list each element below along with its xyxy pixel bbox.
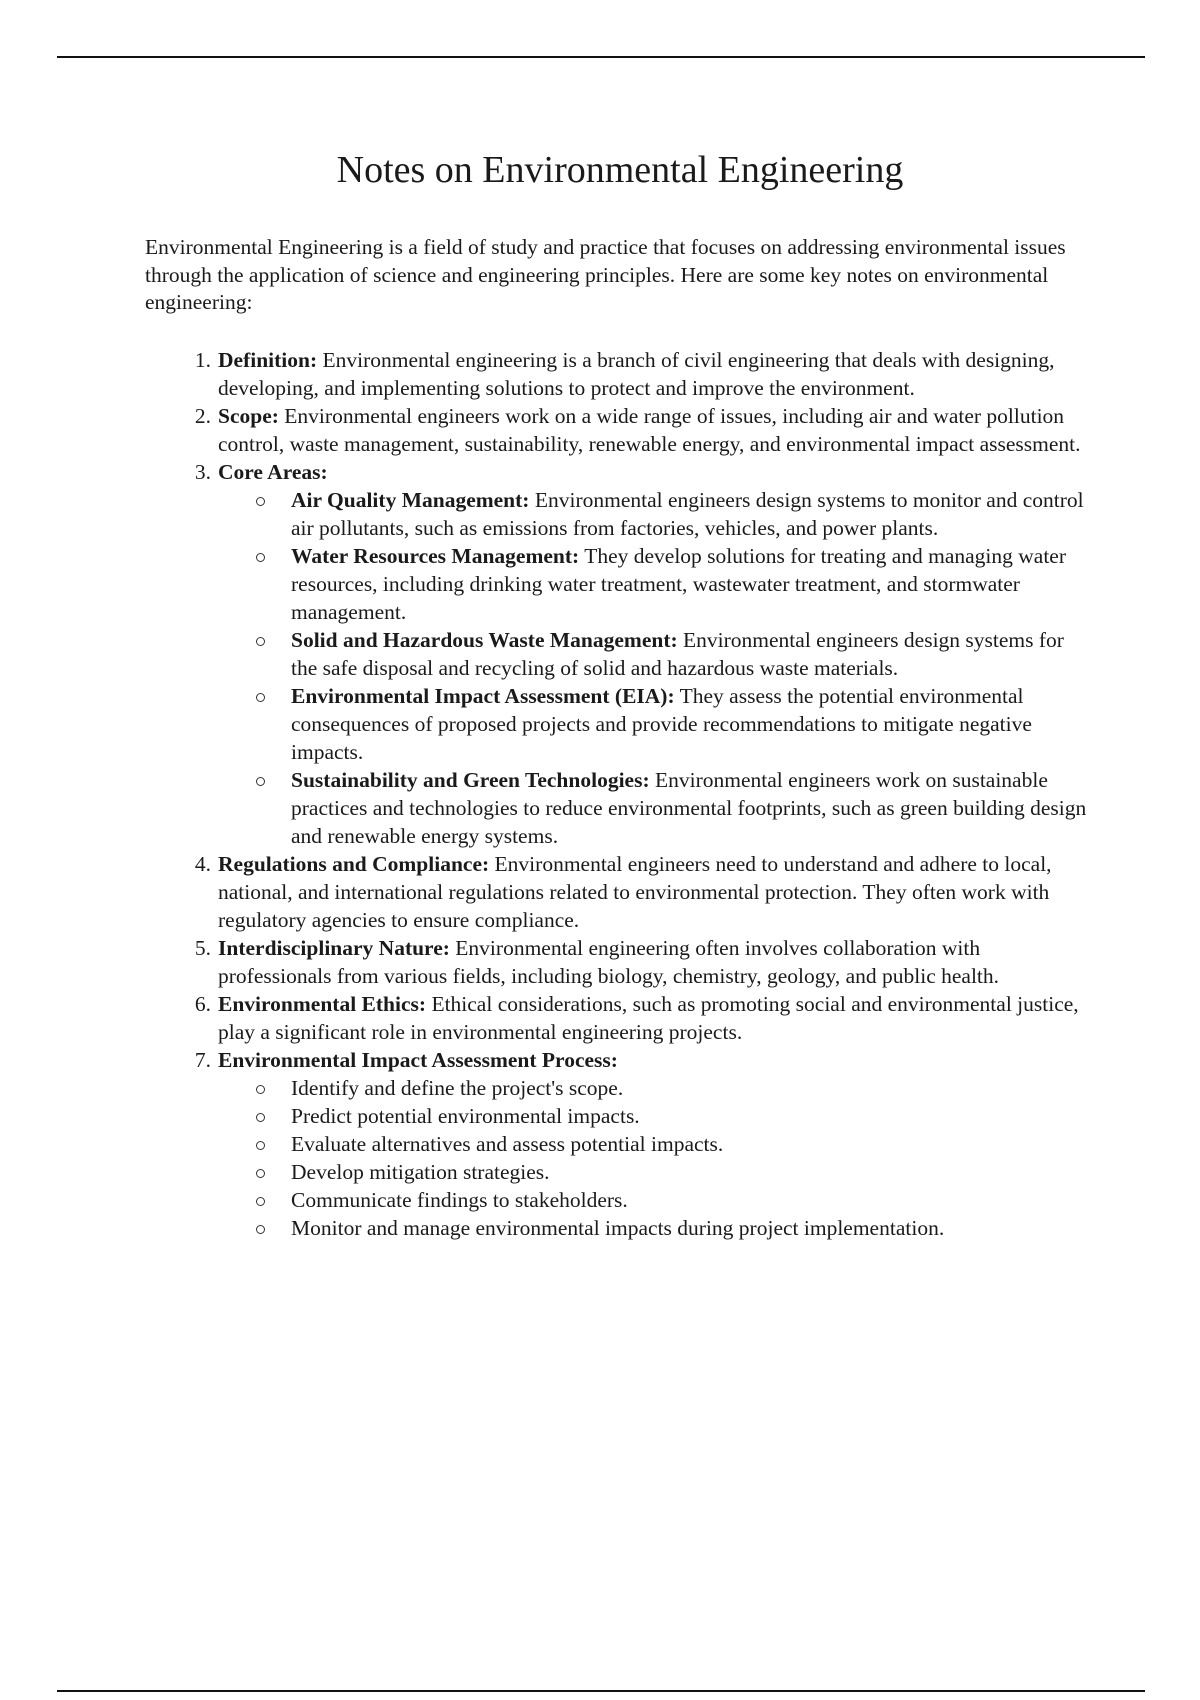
circle-bullet-icon xyxy=(256,1141,265,1150)
circle-bullet-icon xyxy=(256,777,265,786)
item-label: Definition: xyxy=(218,347,318,372)
item-label: Interdisciplinary Nature: xyxy=(218,935,450,960)
item-number: 7. xyxy=(194,1047,211,1072)
notes-list xyxy=(145,346,1095,1242)
circle-bullet-icon xyxy=(256,1085,265,1094)
list-item-eia-process xyxy=(145,1046,1095,1242)
item-number: 1. xyxy=(194,347,211,372)
sub-item-label: Environmental Impact Assessment (EIA): xyxy=(291,683,675,708)
list-item-interdisciplinary xyxy=(145,934,1095,990)
sub-item-text: They develop solutions for treating and managing water resources, including drinking water treatment, wastewater treatment, and stormwater management. xyxy=(291,543,1067,624)
list-item-definition xyxy=(145,346,1095,402)
circle-bullet-icon xyxy=(256,1225,265,1234)
item-number: 2. xyxy=(194,403,211,428)
sublist-item xyxy=(218,1102,1095,1130)
sub-item-text: Communicate findings to stakeholders. xyxy=(291,1187,628,1212)
sub-item-label: Solid and Hazardous Waste Management: xyxy=(291,627,678,652)
item-label: Scope: xyxy=(218,403,279,428)
list-item-regulations xyxy=(145,850,1095,934)
sublist-item xyxy=(218,542,1095,626)
sublist-item xyxy=(218,1130,1095,1158)
eia-process-sublist xyxy=(218,1074,1095,1242)
item-text: Environmental engineering often involves collaboration with professionals from various fields, including biology, chemistry, geology, and public health. xyxy=(218,935,1000,988)
item-text: Environmental engineers work on a wide range of issues, including air and water pollution control, waste management, sustainability, renewable energy, and environmental impact assessment. xyxy=(218,403,1081,456)
circle-bullet-icon xyxy=(256,1169,265,1178)
circle-bullet-icon xyxy=(256,693,265,702)
item-label: Environmental Impact Assessment Process: xyxy=(218,1047,618,1072)
sub-item-text: Environmental engineers design systems for the safe disposal and recycling of solid and hazardous waste materials. xyxy=(291,627,1064,680)
sub-item-label: Water Resources Management: xyxy=(291,543,580,568)
sub-item-text: Monitor and manage environmental impacts during project implementation. xyxy=(291,1215,945,1240)
item-label: Environmental Ethics: xyxy=(218,991,427,1016)
sublist-item xyxy=(218,1158,1095,1186)
item-text: Ethical considerations, such as promoting social and environmental justice, play a significant role in environmental engineering projects. xyxy=(218,991,1079,1044)
sub-item-label: Sustainability and Green Technologies: xyxy=(291,767,650,792)
sublist-item xyxy=(218,682,1095,766)
item-text: Environmental engineering is a branch of civil engineering that deals with designing, developing, and implementing solutions to protect and improve the environment. xyxy=(218,347,1055,400)
circle-bullet-icon xyxy=(256,637,265,646)
sub-item-text: Environmental engineers work on sustainable practices and technologies to reduce environmental footprints, such as green building design and renewable energy systems. xyxy=(291,767,1087,848)
item-number: 5. xyxy=(194,935,211,960)
sublist-item xyxy=(218,626,1095,682)
item-text: Environmental engineers need to understand and adhere to local, national, and international regulations related to environmental protection. They often work with regulatory agencies to ensure compliance. xyxy=(218,851,1052,932)
sublist-item xyxy=(218,766,1095,850)
sub-item-label: Air Quality Management: xyxy=(291,487,530,512)
top-rule xyxy=(57,56,1145,58)
item-label: Core Areas: xyxy=(218,459,328,484)
list-item-scope xyxy=(145,402,1095,458)
sublist-item xyxy=(218,486,1095,542)
circle-bullet-icon xyxy=(256,497,265,506)
document-page xyxy=(145,140,1095,1242)
circle-bullet-icon xyxy=(256,1197,265,1206)
page-title: Notes on Environmental Engineering xyxy=(336,149,904,191)
sublist-item xyxy=(218,1074,1095,1102)
sub-item-text: Predict potential environmental impacts. xyxy=(291,1103,640,1128)
sub-item-text: Environmental engineers design systems to monitor and control air pollutants, such as emissions from factories, vehicles, and power plants. xyxy=(291,487,1084,540)
core-areas-sublist xyxy=(218,486,1095,850)
circle-bullet-icon xyxy=(256,553,265,562)
sub-item-text: Develop mitigation strategies. xyxy=(291,1159,550,1184)
sub-item-text: Evaluate alternatives and assess potential impacts. xyxy=(291,1131,724,1156)
bottom-rule xyxy=(57,1690,1145,1692)
item-label: Regulations and Compliance: xyxy=(218,851,490,876)
intro-paragraph: Environmental Engineering is a field of study and practice that focuses on addressing environmental issues through the application of science and engineering principles. Here are some key notes on environmental engineering: xyxy=(145,235,1066,314)
sub-item-text: Identify and define the project's scope. xyxy=(291,1075,624,1100)
item-number: 3. xyxy=(194,459,211,484)
sublist-item xyxy=(218,1186,1095,1214)
sublist-item xyxy=(218,1214,1095,1242)
item-number: 4. xyxy=(194,851,211,876)
list-item-ethics xyxy=(145,990,1095,1046)
sub-item-text: They assess the potential environmental consequences of proposed projects and provide recommendations to mitigate negative impacts. xyxy=(291,683,1032,764)
circle-bullet-icon xyxy=(256,1113,265,1122)
list-item-core-areas xyxy=(145,458,1095,850)
item-number: 6. xyxy=(194,991,211,1016)
